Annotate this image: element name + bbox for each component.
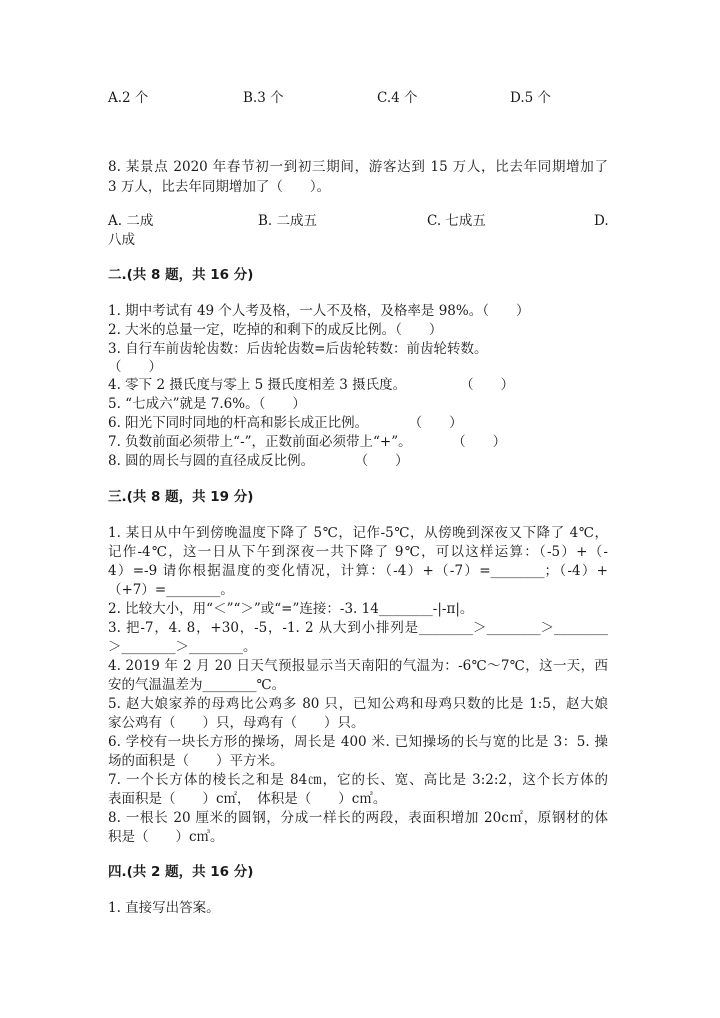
q8-stem-line2: 3 万人，比去年同期增加了（ ）。	[108, 179, 331, 195]
q8-option-a: A. 二成	[108, 213, 154, 229]
s2-item-3-blank: （ ）	[108, 359, 162, 375]
q8-option-b: B. 二成五	[258, 213, 318, 229]
s3-line-10: 5. 赵大娘家养的母鸡比公鸡多 80 只，已知公鸡和母鸡只数的比是 1:5，赵大娘	[108, 696, 608, 712]
s3-line-7: ＞________＞________。	[108, 639, 257, 655]
s2-item-5: 5. “七成六”就是 7.6%。（ ）	[108, 396, 306, 412]
s3-line-12: 6. 学校有一块长方形的操场，周长是 400 米. 已知操场的长与宽的比是 3：5. 操	[108, 734, 608, 750]
q7-option-a: A.2 个	[108, 90, 149, 106]
s3-line-3: 4）=-9 请你根据温度的变化情况，计算：（-4）+（-7）=________；（-4）+	[108, 563, 608, 579]
s3-line-8: 4. 2019 年 2 月 20 日天气预报显示当天南阳的气温为：-6℃～7℃，这一天，西	[108, 658, 608, 674]
s3-line-11: 家公鸡有（ ）只，母鸡有（ ）只。	[108, 715, 365, 731]
s2-item-6: 6. 阳光下同时同地的杆高和影长成正比例。 （ ）	[108, 415, 463, 431]
s3-line-13: 场的面积是（ ）平方米。	[108, 753, 284, 769]
section-2-title: 二.(共 8 题，共 16 分)	[108, 267, 254, 283]
q7-option-d: D.5 个	[510, 90, 552, 106]
s2-item-8: 8. 圆的周长与圆的直径成反比例。 （ ）	[108, 453, 409, 469]
q8-option-d-text: 八成	[108, 232, 135, 248]
s3-line-2: 记作-4℃，这一日从下午到深夜一共下降了 9℃，可以这样运算：（-5）+（-	[108, 544, 608, 560]
section-4-title: 四.(共 2 题，共 16 分)	[108, 864, 254, 880]
s3-line-4: （+7）=________。	[108, 582, 234, 598]
s3-line-16: 8. 一根长 20 厘米的圆钢，分成一样长的两段，表面积增加 20c㎡，原钢材的体	[108, 810, 608, 826]
s2-item-3: 3. 自行车前齿轮齿数：后齿轮齿数=后齿轮转数：前齿轮转数。	[108, 341, 488, 357]
s2-item-4: 4. 零下 2 摄氏度与零上 5 摄氏度相差 3 摄氏度。 （ ）	[108, 377, 515, 393]
q7-option-b: B.3 个	[243, 90, 284, 106]
s3-line-6: 3. 把-7，4. 8，+30，-5，-1. 2 从大到小排列是________＞________＞________	[108, 620, 608, 636]
s3-line-15: 表面积是（ ）c㎡， 体积是（ ）c㎥。	[108, 791, 387, 807]
s4-item-1: 1. 直接写出答案。	[108, 900, 220, 916]
s3-line-9: 安的气温温差为________℃。	[108, 677, 286, 693]
s3-line-14: 7. 一个长方体的棱长之和是 84㎝，它的长、宽、高比是 3:2:2，这个长方体的	[108, 772, 608, 788]
s3-line-17: 积是（ ）c㎥。	[108, 829, 224, 845]
s3-line-5: 2. 比较大小，用“＜”“＞”或“=”连接：-3. 14________-|-π|。	[108, 601, 474, 617]
s2-item-2: 2. 大米的总量一定，吃掉的和剩下的成反比例。（ ）	[108, 322, 443, 338]
q8-option-d: D.	[594, 213, 609, 229]
s3-line-1: 1. 某日从中午到傍晚温度下降了 5℃，记作-5℃，从傍晚到深夜又下降了 4℃，	[108, 525, 608, 541]
q8-stem-line1: 8. 某景点 2020 年春节初一到初三期间，游客达到 15 万人，比去年同期增加了	[108, 159, 608, 175]
q7-option-c: C.4 个	[377, 90, 418, 106]
q8-option-c: C. 七成五	[427, 213, 486, 229]
s2-item-7: 7. 负数前面必须带上“-”，正数前面必须带上“+”。 （ ）	[108, 434, 507, 450]
s2-item-1: 1. 期中考试有 49 个人考及格，一人不及格，及格率是 98%。（ ）	[108, 303, 530, 319]
section-3-title: 三.(共 8 题，共 19 分)	[108, 489, 254, 505]
